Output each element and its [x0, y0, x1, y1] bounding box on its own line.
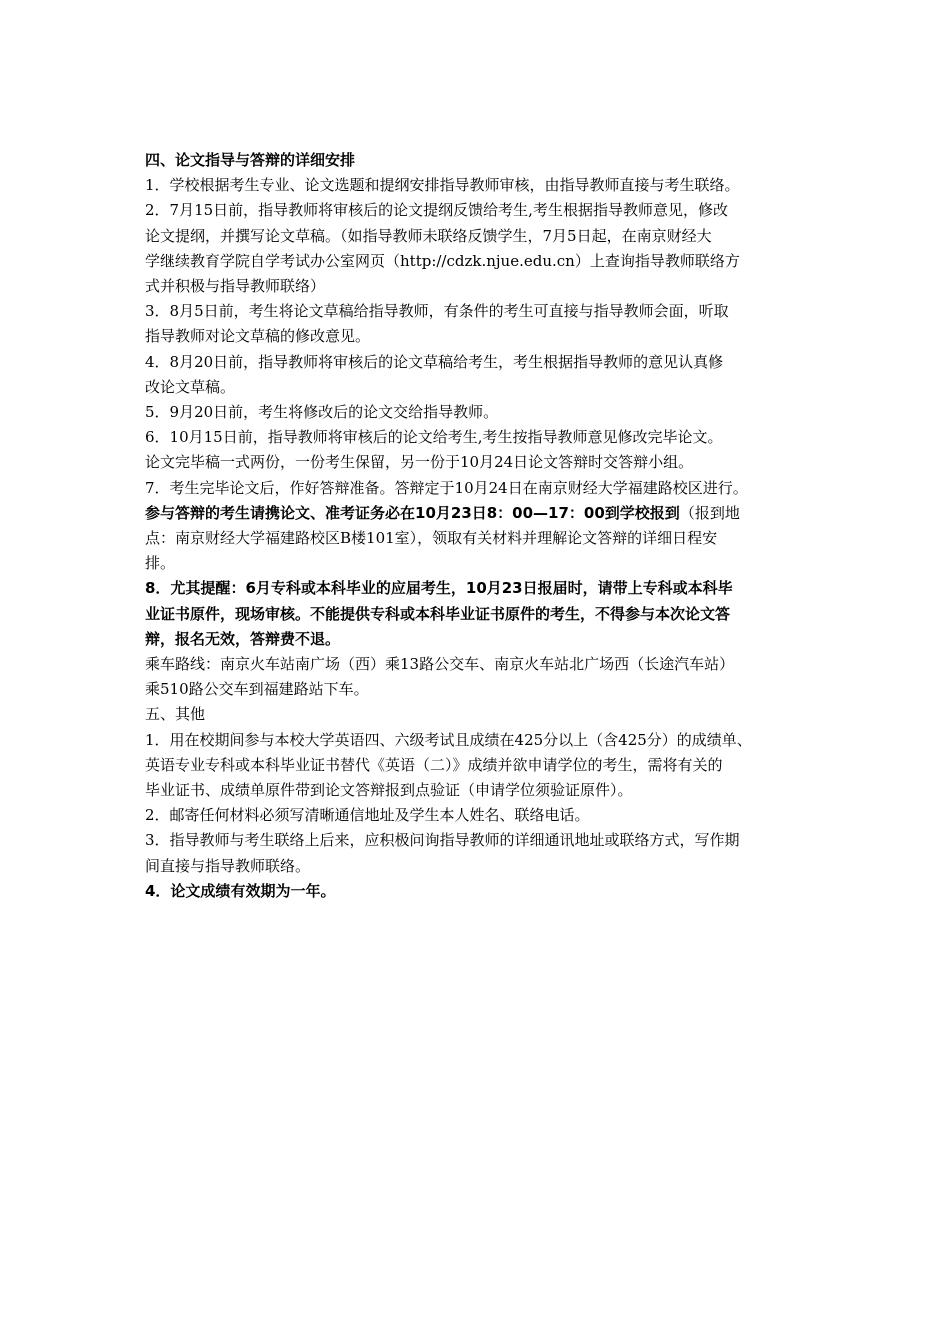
s4-item8-line3: 辩，报名无效，答辩费不退。	[145, 629, 341, 648]
report-bold-text: 参与答辩的考生请携论文、准考证务必在10月23日8：00—17：00到学校报到	[145, 503, 680, 522]
s4-item2-line1: 2．7月15日前，指导教师将审核后的论文提纲反馈给考生,考生根据指导教师意见，修改	[145, 201, 728, 220]
s5-item3-line2: 间直接与指导教师联络。	[145, 856, 311, 875]
s4-item3-line1: 3．8月5日前，考生将论文草稿给指导教师，有条件的考生可直接与指导教师会面，听取	[145, 302, 729, 321]
s4-item8-line2: 业证书原件，现场审核。不能提供专科或本科毕业证书原件的考生，不得参与本次论文答	[145, 604, 731, 623]
s5-item1-line3: 毕业证书、成绩单原件带到论文答辩报到点验证（申请学位须验证原件）。	[145, 781, 633, 800]
s4-item3-line2: 指导教师对论文草稿的修改意见。	[145, 327, 371, 346]
s4-item7: 7．考生完毕论文后，作好答辩准备。答辩定于10月24日在南京财经大学福建路校区进行。	[145, 478, 748, 497]
s4-item2-line2: 论文提纲，并撰写论文草稿。（如指导教师未联络反馈学生，7月5日起，在南京财经大	[145, 226, 712, 245]
document-body	[145, 148, 815, 904]
route-line2: 乘510路公交车到福建路站下车。	[145, 680, 369, 699]
s4-item2-line4: 式并积极与指导教师联络）	[145, 277, 326, 296]
report-line3: 排。	[145, 554, 176, 573]
s4-item8-line1: 8．尤其提醒：6月专科或本科毕业的应届考生，10月23日报届时，请带上专科或本科毕	[145, 579, 733, 598]
s5-item1-line1: 1．用在校期间参与本校大学英语四、六级考试且成绩在425分以上（含425分）的成绩单、	[145, 730, 752, 749]
s4-item6-line1: 6．10月15日前，指导教师将审核后的论文给考生,考生按指导教师意见修改完毕论文。	[145, 428, 723, 447]
s5-item2: 2．邮寄任何材料必须写清晰通信地址及学生本人姓名、联络电话。	[145, 806, 590, 825]
section4-heading: 四、论文指导与答辩的详细安排	[145, 151, 356, 169]
route-line1: 乘车路线：南京火车站南广场（西）乘13路公交车、南京火车站北广场西（长途汽车站）	[145, 655, 735, 674]
s4-item4-line1: 4．8月20日前，指导教师将审核后的论文草稿给考生，考生根据指导教师的意见认真修	[145, 352, 724, 371]
s5-item3-line1: 3．指导教师与考生联络上后来，应积极问询指导教师的详细通讯地址或联络方式，写作期	[145, 831, 740, 850]
s5-item1-line2: 英语专业专科或本科毕业证书替代《英语（二）》成绩并欲申请学位的考生，需将有关的	[145, 755, 723, 774]
s4-item1: 1．学校根据考生专业、论文选题和提纲安排指导教师审核，由指导教师直接与考生联络。	[145, 176, 740, 195]
s4-item6-line2: 论文完毕稿一式两份，一份考生保留，另一份于10月24日论文答辩时交答辩小组。	[145, 453, 694, 472]
s4-item4-line2: 改论文草稿。	[145, 377, 236, 396]
s4-item5: 5．9月20日前，考生将修改后的论文交给指导教师。	[145, 403, 499, 422]
s4-item2-line3: 学继续教育学院自学考试办公室网页（http://cdzk.njue.edu.cn）上查询指导教师联络方	[145, 251, 740, 270]
report-line2: 点：南京财经大学福建路校区B楼101室），领取有关材料并理解论文答辩的详细日程安	[145, 529, 718, 548]
report-rest-text: （报到地	[679, 503, 740, 522]
section5-heading: 五、其他	[145, 705, 206, 724]
s5-item4: 4．论文成绩有效期为一年。	[145, 881, 336, 900]
report-line1	[145, 501, 815, 526]
